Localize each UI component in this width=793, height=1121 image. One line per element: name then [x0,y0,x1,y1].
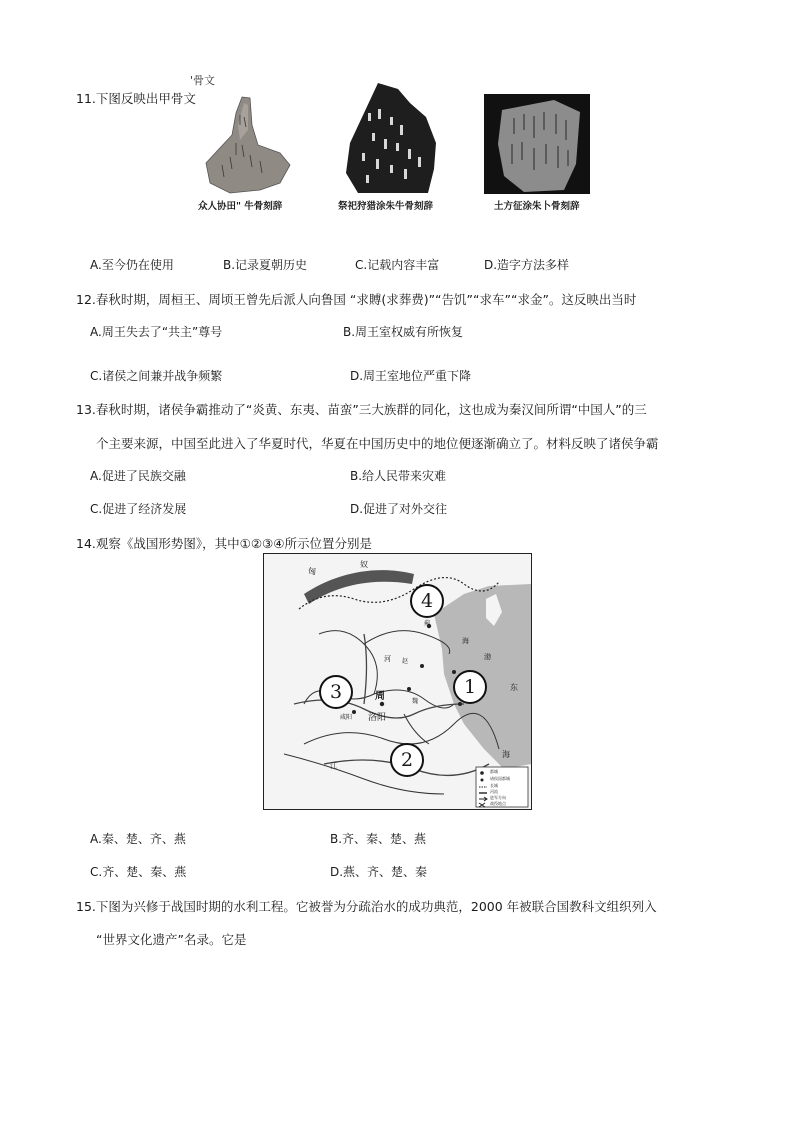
oracle-bone-image-2 [338,83,438,195]
q13-option-b[interactable]: B.给人民带来灾难 [350,469,447,483]
q11-option-c[interactable]: C.记载内容丰富 [355,258,440,272]
map-label-jiang: 江 [330,762,337,770]
q14-stem: 14.观察《战国形势图》，其中①②③④所示位置分别是 [76,536,372,551]
legend-state-capital: 诸侯国都城 [490,776,510,781]
q15-stem-line2: “世界文化遗产”名录。它是 [96,932,247,947]
map-label-zhao: 赵 [402,658,409,665]
oracle-bone-image-3 [484,94,590,194]
map-label-ji: 蓟 [424,620,431,627]
map-label-zhou: 周 [375,691,385,702]
q13-stem-line1: 13.春秋时期，诸侯争霸推动了“炎黄、东夷、苗蛮”三大族群的同化，这也成为秦汉间所谓“中国人”的三 [76,402,647,417]
oracle-bone-caption-1: 众人协田" 牛骨刻辞 [198,201,283,212]
legend-capital: 都城 [490,769,498,774]
map-label-dong: 东 [510,683,518,692]
map-marker-1: 1 [453,670,487,704]
map-marker-3: 3 [319,675,353,709]
oracle-bone-image-1 [200,95,292,195]
map-label-xiongnu-2: 奴 [360,560,368,569]
q12-stem: 12.春秋时期，周桓王、周顷王曾先后派人向鲁国 “求賻(求葬费)”“告饥”“求车”“求金”。这反映出当时 [76,292,637,307]
q13-option-a[interactable]: A.促进了民族交融 [90,469,186,483]
map-label-hai: 海 [462,637,469,645]
legend-march: 进军方向 [490,795,506,800]
warring-states-map [263,553,532,810]
map-marker-4: 4 [410,584,444,618]
q11-stem: 11.下图反映出甲骨文 [76,91,196,106]
q14-option-b[interactable]: B.齐、秦、楚、燕 [330,832,427,846]
map-label-he: 河 [384,655,391,663]
map-label-hai2: 海 [502,750,510,759]
q15-stem-line1: 15.下图为兴修于战国时期的水利工程。它被誉为分疏治水的成功典范，2000 年被联合国教科文组织列入 [76,899,657,914]
oracle-bone-caption-2: 祭祀狩猎涂朱牛骨刻辞 [338,201,434,212]
map-label-wei: 魏 [412,698,419,705]
q13-stem-line2: 个主要来源，中国至此进入了华夏时代，华夏在中国历史中的地位便逐渐确立了。材料反映了诸侯争霸 [96,436,659,451]
legend-river: 河流 [490,789,498,794]
legend-battle: 战役地点 [490,801,506,806]
map-label-xianyang: 咸阳 [340,714,353,721]
q13-option-c[interactable]: C.促进了经济发展 [90,502,187,516]
map-label-luoyang: 洛阳 [368,713,387,723]
q12-option-b[interactable]: B.周王室权威有所恢复 [343,325,464,339]
map-marker-2: 2 [390,743,424,777]
q12-option-d[interactable]: D.周王室地位严重下降 [350,369,472,383]
q14-option-a[interactable]: A.秦、楚、齐、燕 [90,832,186,846]
q11-option-b[interactable]: B.记录夏朝历史 [223,258,308,272]
q12-option-c[interactable]: C.诸侯之间兼并战争频繁 [90,369,223,383]
q11-option-a[interactable]: A.至今仍在使用 [90,258,174,272]
q14-option-d[interactable]: D.燕、齐、楚、秦 [330,865,428,879]
q12-option-a[interactable]: A.周王失去了“共主”尊号 [90,325,223,339]
q11-option-d[interactable]: D.造字方法多样 [484,258,570,272]
map-label-xiongnu-1: 匈 [308,567,316,576]
oracle-bone-caption-3: 土方征涂朱卜骨刻辞 [494,201,580,212]
legend-great-wall: 长城 [490,783,498,788]
q14-option-c[interactable]: C.齐、楚、秦、燕 [90,865,187,879]
q13-option-d[interactable]: D.促进了对外交往 [350,502,448,516]
top-fragment: '骨文 [190,74,216,87]
map-label-bohai: 渤 [484,653,491,661]
